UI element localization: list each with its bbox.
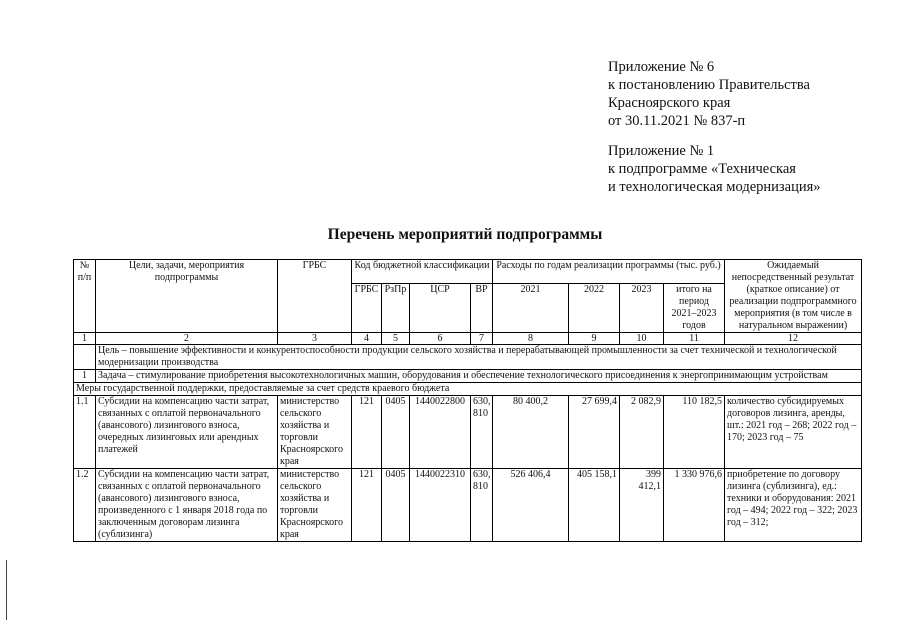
row-csr: 1440022310 xyxy=(410,469,471,542)
measures-table xyxy=(73,259,862,542)
row-vr: 630, 810 xyxy=(471,469,493,542)
appendix-sub-block xyxy=(608,142,821,196)
sub-appendix-ref: к подпрограмме «Техническая xyxy=(608,161,796,177)
column-number: 8 xyxy=(493,333,569,345)
measures-row xyxy=(74,383,862,396)
appendix-region: Красноярского края xyxy=(608,95,731,111)
header-2022: 2022 xyxy=(569,284,620,333)
row-grbs-name: министерство сельского хозяйства и торговли Красноярского края xyxy=(278,396,352,469)
header-grbs: ГРБС xyxy=(278,260,352,333)
row-total: 110 182,5 xyxy=(664,396,725,469)
margin-line xyxy=(6,560,7,620)
header-2023: 2023 xyxy=(620,284,664,333)
row-2023: 399 412,1 xyxy=(620,469,664,542)
row-result: количество субсидируемых договоров лизинга, аренды, шт.: 2021 год – 268; 2022 год – 170; 2023 год – 75 xyxy=(725,396,862,469)
task-row xyxy=(74,370,862,383)
row-vr: 630, 810 xyxy=(471,396,493,469)
row-grbs: 121 xyxy=(352,469,382,542)
header-row-1 xyxy=(74,260,862,284)
document-title: Перечень мероприятий подпрограммы xyxy=(327,226,603,243)
appendix-number: Приложение № 6 xyxy=(608,59,715,75)
header-sub-csr: ЦСР xyxy=(410,284,471,333)
column-number: 1 xyxy=(74,333,96,345)
row-num: 1.1 xyxy=(74,396,96,469)
row-grbs: 121 xyxy=(352,396,382,469)
row-2022: 27 699,4 xyxy=(569,396,620,469)
row-rzpr: 0405 xyxy=(382,396,410,469)
goal-row xyxy=(74,345,862,370)
row-total: 1 330 976,6 xyxy=(664,469,725,542)
column-number: 2 xyxy=(96,333,278,345)
header-sub-grbs: ГРБС xyxy=(352,284,382,333)
row-grbs-name: министерство сельского хозяйства и торговли Красноярского края xyxy=(278,469,352,542)
table-row xyxy=(74,396,862,469)
header-num: № п/п xyxy=(74,260,96,333)
row-num: 1.2 xyxy=(74,469,96,542)
header-sub-rzpr: РзПр xyxy=(382,284,410,333)
column-number: 4 xyxy=(352,333,382,345)
row-2021: 80 400,2 xyxy=(493,396,569,469)
sub-appendix-name: и технологическая модернизация» xyxy=(608,179,821,195)
row-result: приобретение по договору лизинга (сублизинга), ед.: техники и оборудования: 2021 год – 494; 2022 год – 322; 2023 год – 312; xyxy=(725,469,862,542)
row-2023: 2 082,9 xyxy=(620,396,664,469)
column-number: 10 xyxy=(620,333,664,345)
appendix-date: от 30.11.2021 № 837-п xyxy=(608,113,746,129)
row-rzpr: 0405 xyxy=(382,469,410,542)
header-2021: 2021 xyxy=(493,284,569,333)
row-2022: 405 158,1 xyxy=(569,469,620,542)
row-csr: 1440022800 xyxy=(410,396,471,469)
header-sub-vr: ВР xyxy=(471,284,493,333)
column-number: 11 xyxy=(664,333,725,345)
table-row xyxy=(74,469,862,542)
measures-text: Меры государственной поддержки, предоставляемые за счет средств краевого бюджета xyxy=(74,383,862,396)
goal-text: Цель – повышение эффективности и конкурентоспособности продукции сельского хозяйства и перерабатывающей промышленности за счет технической и технологической модернизации производства xyxy=(96,345,862,370)
task-text: Задача – стимулирование приобретения высокотехнологичных машин, оборудования и обеспечение технологического присоединения к энергопринимающим устройствам xyxy=(96,370,862,383)
header-budget-code: Код бюджетной классификации xyxy=(352,260,493,284)
column-number: 5 xyxy=(382,333,410,345)
row-text: Субсидии на компенсацию части затрат, связанных с оплатой первоначального (авансового) лизингового взноса, произведенного с 1 января 2018 года по заключенным договорам лизинга (сублизинга) xyxy=(96,469,278,542)
appendix-ref: к постановлению Правительства xyxy=(608,77,810,93)
header-result: Ожидаемый непосредственный результат (краткое описание) от реализации подпрограммного мероприятия (в том числе в натуральном выражении) xyxy=(725,260,862,333)
column-number: 7 xyxy=(471,333,493,345)
header-goals: Цели, задачи, мероприятия подпрограммы xyxy=(96,260,278,333)
column-number: 6 xyxy=(410,333,471,345)
column-number: 9 xyxy=(569,333,620,345)
column-number: 3 xyxy=(278,333,352,345)
header-total: итого на период 2021–2023 годов xyxy=(664,284,725,333)
row-text: Субсидии на компенсацию части затрат, связанных с оплатой первоначального (авансового) лизингового взноса, очередных лизинговых или арендных платежей xyxy=(96,396,278,469)
column-number: 12 xyxy=(725,333,862,345)
sub-appendix-number: Приложение № 1 xyxy=(608,143,715,159)
column-number-row xyxy=(74,333,862,345)
header-expenses: Расходы по годам реализации программы (тыс. руб.) xyxy=(493,260,725,284)
appendix-main-block xyxy=(608,58,810,130)
task-num: 1 xyxy=(74,370,96,383)
row-2021: 526 406,4 xyxy=(493,469,569,542)
